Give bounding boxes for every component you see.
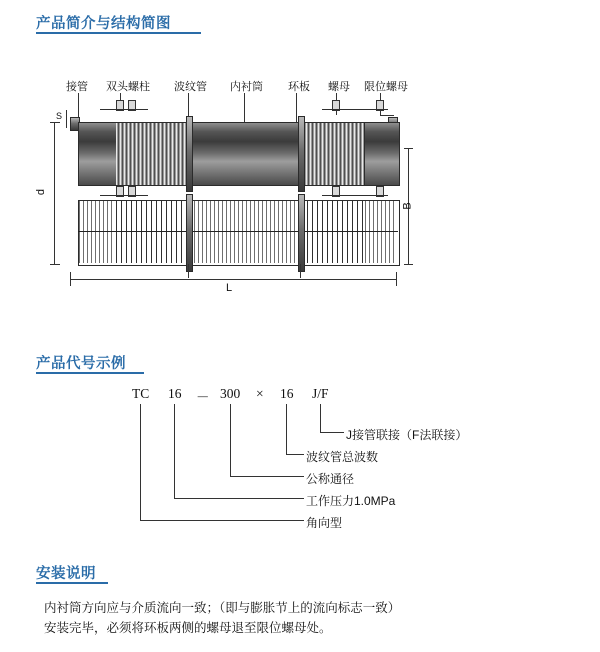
section-ring-plate-right (298, 194, 305, 272)
dim-label-d: d (35, 188, 48, 196)
section-bellows-right (302, 201, 364, 263)
section-stud-rod-right (322, 195, 388, 196)
callout-leader-6-elbow (380, 115, 394, 116)
code-desc-2: 公称通径 (306, 472, 355, 486)
callout-label-0: 接管 (66, 81, 88, 93)
pipe-end-left (78, 122, 118, 186)
install-instructions (44, 598, 564, 638)
section-title-code: 产品代号示例 (36, 356, 126, 372)
callout-label-3: 内衬筒 (230, 81, 263, 93)
code-token-4: × (256, 386, 264, 401)
title-rule-code (36, 372, 144, 374)
section-hatch-middle (190, 201, 298, 263)
install-line-0: 内衬筒方向应与介质流向一致；（即与膨胀节上的流向标志一致） (44, 601, 401, 615)
code-desc-1: 波纹管总波数 (306, 450, 379, 464)
dim-label-l: L (226, 282, 233, 294)
dim-b-tick-bottom (404, 264, 413, 265)
callout-label-2: 波纹管 (174, 81, 207, 93)
bellows-left (116, 122, 188, 186)
liner-middle (188, 122, 304, 186)
stud-rod-right (322, 109, 388, 110)
section-bellows-left (116, 201, 188, 263)
dim-l-line (70, 279, 397, 280)
code-leader-v-2 (230, 404, 231, 476)
code-leader-h-4 (140, 520, 304, 521)
stud-rod-left (100, 109, 148, 110)
callout-label-6: 限位螺母 (364, 81, 408, 93)
code-leader-v-0 (320, 404, 321, 432)
install-line-1: 安装完毕，必须将环板两侧的螺母退至限位螺母处。 (44, 621, 332, 635)
code-leader-v-3 (174, 404, 175, 498)
code-leader-v-4 (140, 404, 141, 520)
code-token-3: 300 (220, 386, 241, 401)
code-desc-0: J接管联接（F法联接） (346, 428, 468, 442)
pipe-end-right (364, 122, 400, 186)
title-rule-install (36, 582, 108, 584)
callout-label-4: 环板 (288, 81, 310, 93)
section-tick-left (188, 264, 189, 278)
code-leader-v-1 (286, 404, 287, 454)
ring-plate-left (186, 116, 193, 192)
section-stud-rod-left (100, 195, 148, 196)
code-leader-h-3 (174, 498, 304, 499)
ring-plate-right (298, 116, 305, 192)
section-ring-plate-left (186, 194, 193, 272)
code-token-0: TC (132, 386, 150, 401)
dim-label-s: S (56, 111, 63, 121)
callout-leader-4 (296, 93, 297, 123)
dim-d-line (54, 122, 55, 264)
code-leader-h-1 (286, 454, 304, 455)
code-token-5: 16 (280, 386, 294, 401)
section-title-install: 安装说明 (36, 566, 96, 582)
dim-d-tick-bottom (50, 264, 60, 265)
title-rule-intro (36, 32, 201, 34)
code-leader-h-0 (320, 432, 344, 433)
figure-product-code (40, 376, 510, 536)
callout-label-1: 双头螺柱 (106, 81, 150, 93)
code-token-2: － (196, 390, 210, 405)
section-hatch-right (365, 201, 397, 263)
section-title-intro: 产品简介与结构简图 (36, 16, 171, 32)
bellows-right (302, 122, 364, 186)
code-token-6: J/F (312, 386, 329, 401)
section-tick-right (300, 264, 301, 278)
code-desc-3: 工作压力1.0MPa (306, 494, 396, 508)
dim-label-b: B (401, 202, 414, 210)
figure-structural-drawing (35, 60, 500, 310)
center-axis (78, 231, 398, 232)
code-token-1: 16 (168, 386, 182, 401)
code-desc-4: 角向型 (306, 516, 343, 530)
code-leader-h-2 (230, 476, 304, 477)
dim-s-line (66, 110, 67, 128)
callout-label-5: 螺母 (328, 81, 350, 93)
section-hatch-left (79, 201, 115, 263)
dim-b-tick-top (404, 148, 413, 149)
dim-d-tick-top (50, 122, 60, 123)
